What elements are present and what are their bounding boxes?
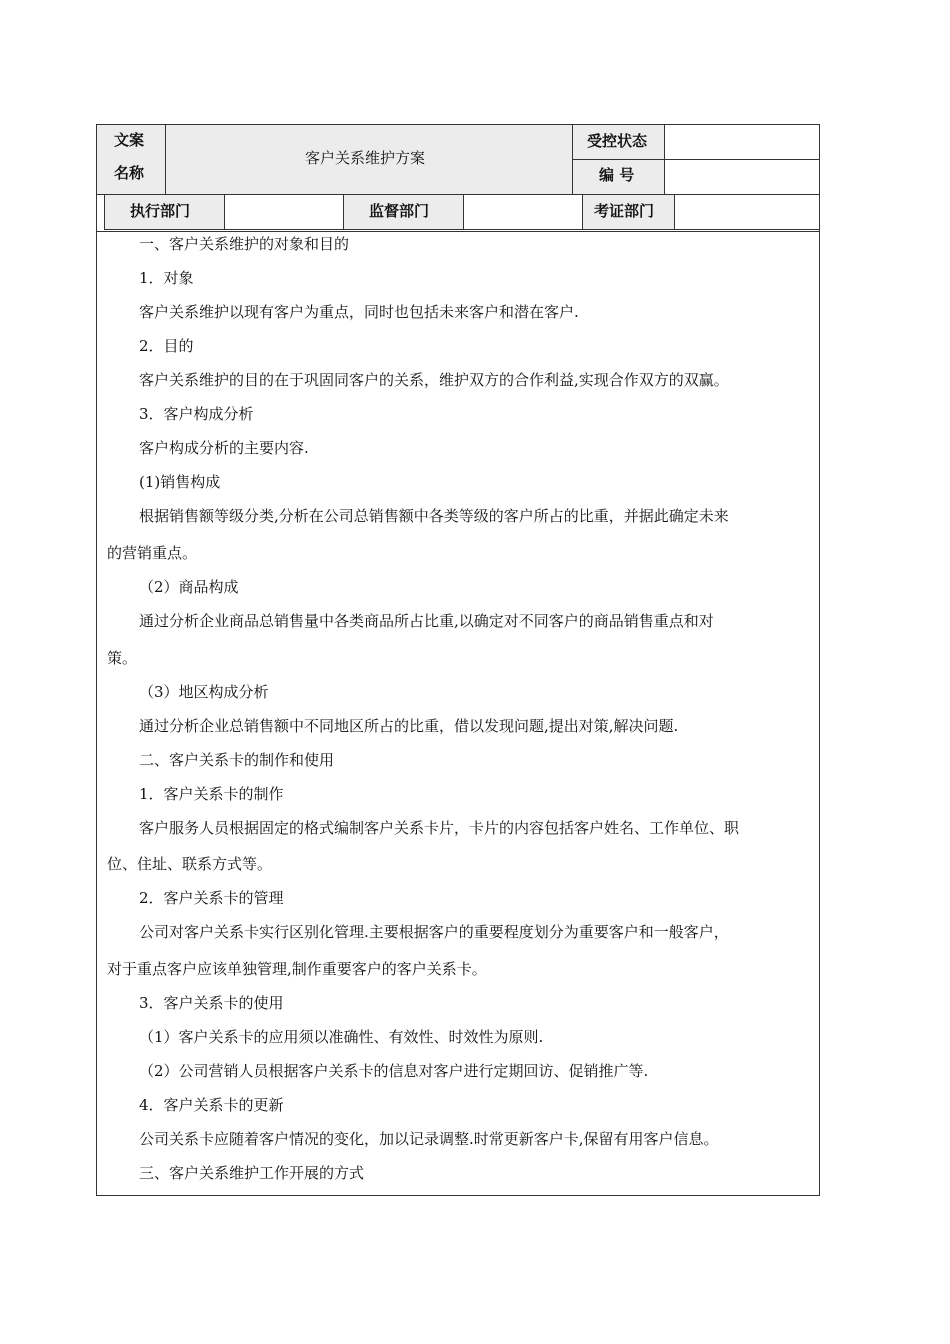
line-26: 4．客户关系卡的更新 [139,1096,284,1114]
line-13: 策。 [107,649,138,667]
doc-name-label-1: 文案 [114,131,145,149]
line-6: 3．客户构成分析 [139,405,254,423]
line-17: 1．客户关系卡的制作 [139,785,284,803]
control-status-value[interactable] [664,124,820,160]
line-7: 客户构成分析的主要内容. [139,439,309,457]
line-11: （2）商品构成 [139,578,239,596]
line-20: 2．客户关系卡的管理 [139,889,284,907]
line-9: 根据销售额等级分类,分析在公司总销售额中各类等级的客户所占的比重，并据此确定未来 [139,507,729,525]
number-value[interactable] [664,159,820,195]
line-3: 客户关系维护以现有客户为重点，同时也包括未来客户和潜在客户. [139,303,579,321]
line-24: （1）客户关系卡的应用须以准确性、有效性、时效性为原则. [139,1028,544,1046]
line-25: （2）公司营销人员根据客户关系卡的信息对客户进行定期回访、促销推广等. [139,1062,649,1080]
number-label: 编 号 [599,166,635,184]
line-8: (1)销售构成 [139,473,221,491]
line-22: 对于重点客户应该单独管理,制作重要客户的客户关系卡。 [107,960,487,978]
line-15: 通过分析企业总销售额中不同地区所占的比重，借以发现问题,提出对策,解决问题. [139,717,679,735]
line-14: （3）地区构成分析 [139,683,269,701]
line-4: 2．目的 [139,337,194,355]
line-12: 通过分析企业商品总销售量中各类商品所占比重,以确定对不同客户的商品销售重点和对 [139,612,714,630]
line-21: 公司对客户关系卡实行区别化管理.主要根据客户的重要程度划分为重要客户和一般客户， [139,923,729,941]
content-box [96,231,820,1196]
line-18: 客户服务人员根据固定的格式编制客户关系卡片，卡片的内容包括客户姓名、工作单位、职 [139,819,740,837]
line-23: 3．客户关系卡的使用 [139,994,284,1012]
line-1: 一、客户关系维护的对象和目的 [139,235,350,253]
control-status-label: 受控状态 [587,132,648,150]
line-10: 的营销重点。 [107,544,198,562]
supervise-dept-label: 监督部门 [369,202,430,220]
exec-dept-value[interactable] [224,194,344,230]
line-19: 位、住址、联系方式等。 [107,855,273,873]
exec-dept-label: 执行部门 [130,202,191,220]
verify-dept-label: 考证部门 [594,202,655,220]
doc-name-label-2: 名称 [114,164,145,182]
line-16: 二、客户关系卡的制作和使用 [139,751,335,769]
verify-dept-value[interactable] [674,194,820,230]
doc-title: 客户关系维护方案 [305,149,426,167]
line-28: 三、客户关系维护工作开展的方式 [139,1164,365,1182]
line-2: 1．对象 [139,269,194,287]
supervise-dept-value[interactable] [463,194,583,230]
line-27: 公司关系卡应随着客户情况的变化，加以记录调整.时常更新客户卡,保留有用客户信息。 [139,1130,719,1148]
line-5: 客户关系维护的目的在于巩固同客户的关系，维护双方的合作利益,实现合作双方的双赢。 [139,371,729,389]
